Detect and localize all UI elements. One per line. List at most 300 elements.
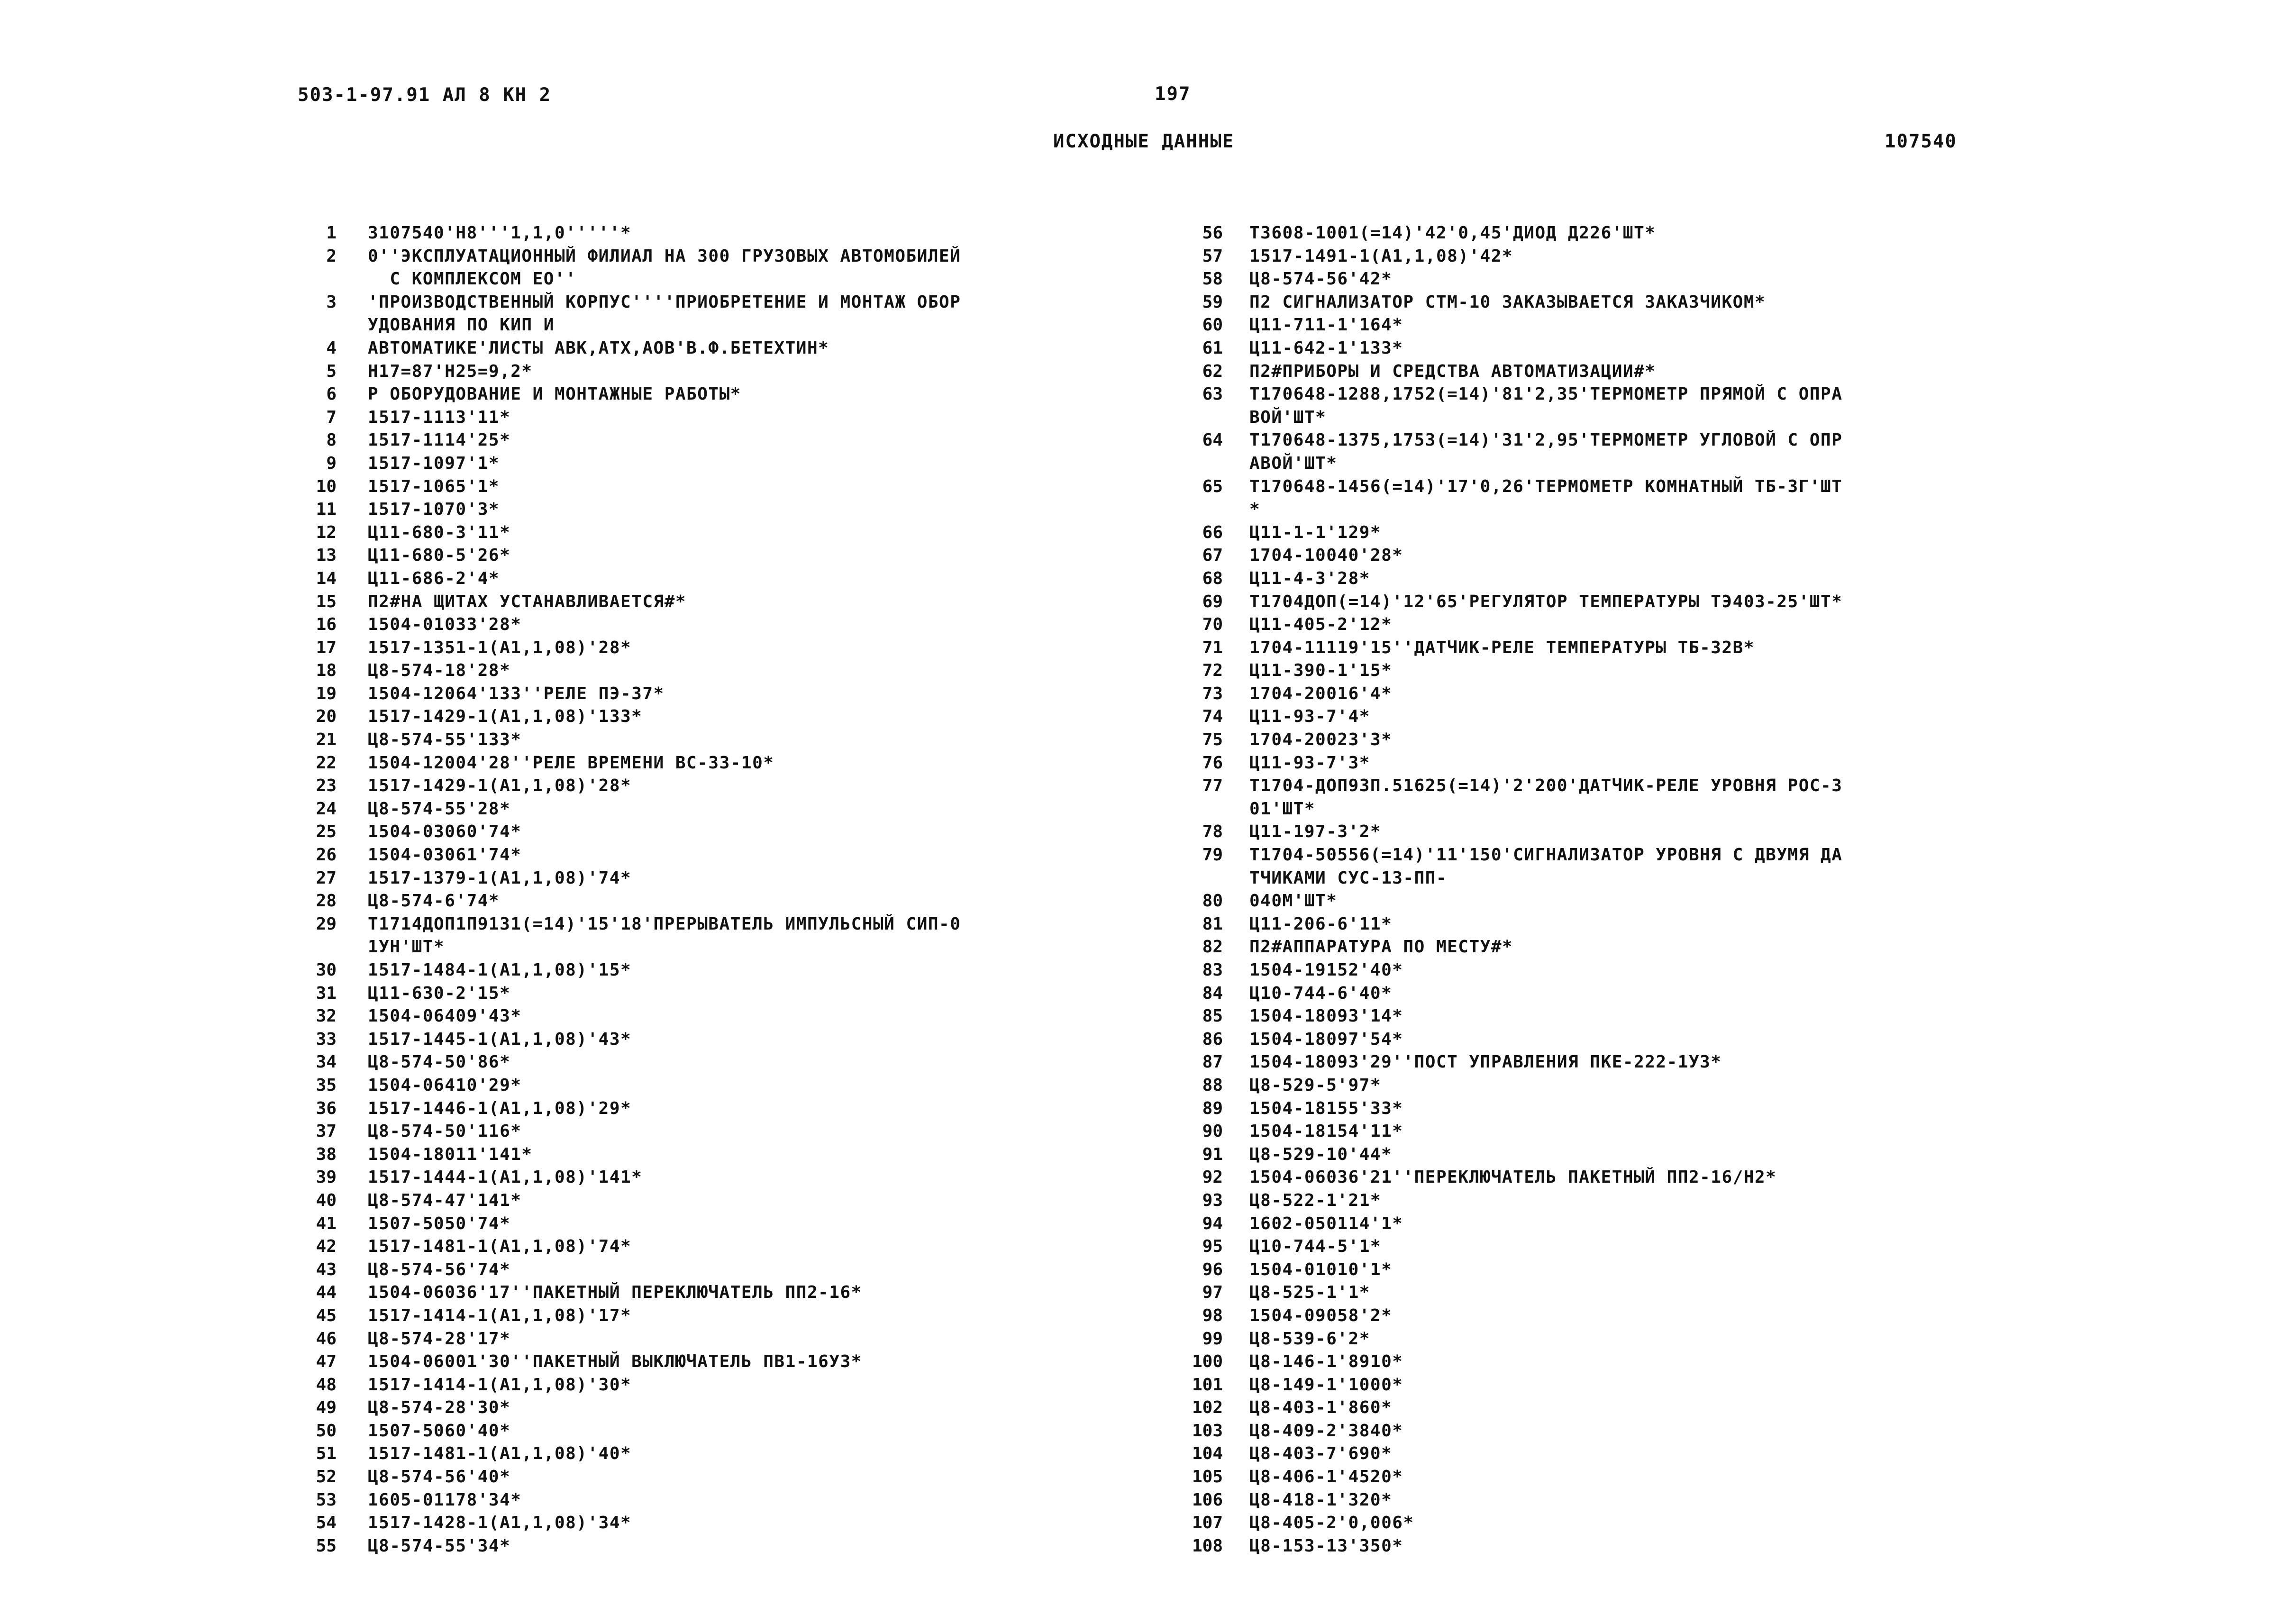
listing-line (303, 452, 1157, 475)
listing-line (303, 959, 1157, 982)
listing-line (1175, 1489, 2067, 1512)
line-number: 2 (326, 246, 337, 266)
line-number: 74 (1202, 707, 1223, 727)
listing-line (1175, 1259, 2067, 1282)
line-text: 1517-1481-1(А1,1,08)'74* (368, 1237, 632, 1257)
line-text: Т170648-1288,1752(=14)'81'2,35'ТЕРМОМЕТР ПРЯМОЙ С ОПРА (1249, 384, 1843, 404)
line-number: 70 (1202, 615, 1223, 635)
line-text: Ц8-574-50'116* (368, 1122, 522, 1141)
listing-line (303, 1489, 1157, 1512)
listing-line (303, 1005, 1157, 1028)
line-number: 13 (316, 546, 337, 566)
line-number: 72 (1202, 661, 1223, 681)
line-number: 81 (1202, 914, 1223, 934)
listing-line (303, 1281, 1157, 1305)
listing-line (303, 1328, 1157, 1351)
line-number: 19 (316, 684, 337, 703)
listing-line (303, 1420, 1157, 1443)
line-text: 1517-1065'1* (368, 476, 500, 496)
listing-line (303, 1097, 1157, 1121)
line-number: 79 (1202, 845, 1223, 865)
line-number (303, 936, 337, 959)
line-number: 83 (1202, 960, 1223, 980)
listing-line (303, 429, 1157, 452)
listing-line (1175, 844, 2067, 867)
line-text: Ц11-642-1'133* (1249, 338, 1403, 358)
line-number: 82 (1202, 937, 1223, 957)
line-text: 1602-050114'1* (1249, 1213, 1403, 1233)
line-text: 1504-09058'2* (1249, 1305, 1393, 1325)
listing-line (303, 844, 1157, 867)
line-text: Ц8-418-1'320* (1249, 1490, 1393, 1510)
line-number: 12 (316, 522, 337, 542)
line-text: Ц11-711-1'164* (1249, 315, 1403, 335)
line-number: 104 (1192, 1444, 1223, 1464)
line-text: Ц11-197-3'2* (1249, 822, 1382, 842)
line-number: 92 (1202, 1168, 1223, 1187)
listing-line (1175, 1442, 2067, 1466)
line-number: 42 (316, 1237, 337, 1257)
line-text: 1504-03061'74* (368, 845, 522, 865)
line-number: 48 (316, 1375, 337, 1395)
line-text: Т1704-50556(=14)'11'150'СИГНАЛИЗАТОР УРОВНЯ С ДВУМЯ ДА (1249, 845, 1843, 865)
listing-line (1175, 360, 2067, 383)
listing-line (303, 1466, 1157, 1489)
line-text: Ц10-744-5'1* (1249, 1237, 1382, 1257)
line-text: Ц11-686-2'4* (368, 568, 500, 588)
listing-line (303, 1051, 1157, 1074)
line-text: С КОМПЛЕКСОМ ЕО'' (368, 269, 577, 289)
line-text: 1517-1481-1(А1,1,08)'40* (368, 1444, 632, 1464)
line-text: 1704-20016'4* (1249, 684, 1393, 703)
line-text: П2#НА ЩИТАХ УСТАНАВЛИВАЕТСЯ#* (368, 592, 687, 611)
listing-line (303, 498, 1157, 521)
listing-line (303, 1396, 1157, 1420)
line-number: 71 (1202, 638, 1223, 657)
line-text: ТЧИКАМИ СУС-13-ПП- (1249, 868, 1448, 888)
line-number: 98 (1202, 1305, 1223, 1325)
listing-line (1175, 1535, 2067, 1558)
line-number: 9 (326, 453, 337, 473)
line-text: 1517-1491-1(А1,1,08)'42* (1249, 246, 1513, 266)
line-number: 55 (316, 1536, 337, 1556)
line-number: 77 (1202, 776, 1223, 796)
line-text: Ц11-206-6'11* (1249, 914, 1393, 934)
line-text: 1517-1114'25* (368, 430, 511, 450)
line-number: 41 (316, 1213, 337, 1233)
line-text: Ц8-574-55'28* (368, 799, 511, 819)
line-text: УДОВАНИЯ ПО КИП И (368, 315, 555, 335)
listing-line (303, 1535, 1157, 1558)
listing-line (303, 821, 1157, 844)
line-number: 38 (316, 1144, 337, 1164)
line-text: Ц11-93-7'3* (1249, 753, 1370, 773)
line-number: 25 (316, 822, 337, 842)
line-number: 78 (1202, 822, 1223, 842)
listing-line (303, 1442, 1157, 1466)
line-number: 96 (1202, 1259, 1223, 1279)
listing-line (1175, 982, 2067, 1005)
line-text: 1504-18154'11* (1249, 1122, 1403, 1141)
line-number: 107 (1192, 1513, 1223, 1533)
line-number: 18 (316, 661, 337, 681)
listing-line (303, 291, 1157, 314)
line-number: 100 (1192, 1352, 1223, 1372)
listing-line (1175, 613, 2067, 637)
line-text: Т1704-ДОП93П.51625(=14)'2'200'ДАТЧИК-РЕЛЕ УРОВНЯ РОС-3 (1249, 776, 1843, 796)
line-number: 99 (1202, 1329, 1223, 1349)
line-number: 4 (326, 338, 337, 358)
line-number: 65 (1202, 476, 1223, 496)
listing-line (1175, 268, 2067, 291)
line-number: 24 (316, 799, 337, 819)
line-number: 39 (316, 1168, 337, 1187)
line-number: 80 (1202, 891, 1223, 911)
line-text: 1504-18011'141* (368, 1144, 533, 1164)
listing-line (1175, 452, 2067, 475)
listing-line (303, 1143, 1157, 1167)
listing-line (303, 1235, 1157, 1259)
listing-line (1175, 521, 2067, 545)
line-text: Ц8-153-13'350* (1249, 1536, 1403, 1556)
line-text: Ц8-574-28'17* (368, 1329, 511, 1349)
line-number (1175, 406, 1223, 429)
listing-line (303, 775, 1157, 798)
line-number (303, 268, 337, 291)
line-number: 51 (316, 1444, 337, 1464)
line-number: 37 (316, 1122, 337, 1141)
listing-line (303, 544, 1157, 567)
line-text: Ц8-574-47'141* (368, 1190, 522, 1210)
listing-line (1175, 821, 2067, 844)
line-text: Ц11-1-1'129* (1249, 522, 1382, 542)
line-text: 1517-1379-1(А1,1,08)'74* (368, 868, 632, 888)
line-text: 1504-06036'21''ПЕРЕКЛЮЧАТЕЛЬ ПАКЕТНЫЙ ПП2-16/Н2* (1249, 1168, 1777, 1187)
listing-line (1175, 1512, 2067, 1535)
line-text: Ц8-529-10'44* (1249, 1144, 1393, 1164)
line-number (1175, 798, 1223, 821)
line-number: 106 (1192, 1490, 1223, 1510)
listing-line (1175, 637, 2067, 660)
line-number: 5 (326, 361, 337, 381)
line-text: 1517-1429-1(А1,1,08)'133* (368, 707, 643, 727)
line-number: 21 (316, 730, 337, 750)
document-code: 503-1-97.91 АЛ 8 КН 2 (298, 84, 552, 106)
line-text: 1517-1414-1(А1,1,08)'17* (368, 1305, 632, 1325)
listing-line (1175, 798, 2067, 821)
line-number: 34 (316, 1052, 337, 1072)
listing-line (1175, 1420, 2067, 1443)
line-number: 36 (316, 1098, 337, 1118)
listing-line (1175, 337, 2067, 360)
line-text: Ц8-574-50'86* (368, 1052, 511, 1072)
document-id: 107540 (1885, 131, 1957, 152)
listing-line (303, 752, 1157, 775)
line-number (303, 314, 337, 337)
listing-line (303, 1350, 1157, 1374)
line-text: 1517-1444-1(А1,1,08)'141* (368, 1168, 643, 1187)
line-number (1175, 867, 1223, 890)
line-text: АВОЙ'ШТ* (1249, 453, 1338, 473)
line-number: 89 (1202, 1098, 1223, 1118)
line-number: 27 (316, 868, 337, 888)
listing-line (1175, 1189, 2067, 1213)
line-text: Ц8-146-1'8910* (1249, 1352, 1403, 1372)
listing-line (1175, 1143, 2067, 1167)
line-number: 88 (1202, 1075, 1223, 1095)
listing-line (1175, 1074, 2067, 1097)
line-text: 1504-18093'29''ПОСТ УПРАВЛЕНИЯ ПКЕ-222-1У3* (1249, 1052, 1722, 1072)
line-number: 64 (1202, 430, 1223, 450)
line-number: 32 (316, 1006, 337, 1026)
line-number: 67 (1202, 546, 1223, 566)
line-number: 94 (1202, 1213, 1223, 1233)
listing-line (303, 406, 1157, 429)
line-number: 54 (316, 1513, 337, 1533)
line-text: Ц11-680-5'26* (368, 546, 511, 566)
line-text: Ц11-390-1'15* (1249, 661, 1393, 681)
line-number: 49 (316, 1398, 337, 1418)
line-number: 59 (1202, 292, 1223, 312)
listing-line (303, 798, 1157, 821)
line-number: 76 (1202, 753, 1223, 773)
line-text: 1507-5050'74* (368, 1213, 511, 1233)
listing-line (1175, 1120, 2067, 1143)
line-text: Ц8-405-2'0,006* (1249, 1513, 1414, 1533)
line-text: Ц8-574-56'74* (368, 1259, 511, 1279)
listing-line (1175, 705, 2067, 729)
line-text: Н17=87'Н25=9,2* (368, 361, 533, 381)
line-text: 1605-01178'34* (368, 1490, 522, 1510)
line-text: 1517-1446-1(А1,1,08)'29* (368, 1098, 632, 1118)
line-number: 1 (326, 223, 337, 243)
listing-line (303, 659, 1157, 683)
line-text: 1704-10040'28* (1249, 546, 1403, 566)
line-text: Т1704ДОП(=14)'12'65'РЕГУЛЯТОР ТЕМПЕРАТУРЫ ТЭ403-25'ШТ* (1249, 592, 1843, 611)
line-text: 1504-06410'29* (368, 1075, 522, 1095)
line-text: Ц8-574-28'30* (368, 1398, 511, 1418)
line-number: 20 (316, 707, 337, 727)
listing-line (303, 222, 1157, 245)
line-number: 28 (316, 891, 337, 911)
listing-line (303, 475, 1157, 499)
listing-line (1175, 683, 2067, 706)
listing-line (1175, 1350, 2067, 1374)
line-text: 1504-18155'33* (1249, 1098, 1403, 1118)
line-text: 1УН'ШТ* (368, 937, 445, 957)
line-text: Ц8-406-1'4520* (1249, 1467, 1403, 1487)
line-number: 85 (1202, 1006, 1223, 1026)
listing-line (303, 383, 1157, 406)
line-text: 1504-18097'54* (1249, 1029, 1403, 1049)
listing-line (1175, 1097, 2067, 1121)
listing-line (1175, 314, 2067, 337)
listing-line (1175, 567, 2067, 591)
listing-line (303, 521, 1157, 545)
line-text: Ц8-403-1'860* (1249, 1398, 1393, 1418)
section-title: ИСХОДНЫЕ ДАННЫЕ (1053, 131, 1235, 152)
line-text: * (1249, 500, 1261, 520)
listing-line (1175, 1281, 2067, 1305)
line-number: 69 (1202, 592, 1223, 611)
line-number: 31 (316, 983, 337, 1003)
line-text: 1504-03060'74* (368, 822, 522, 842)
line-text: 1507-5060'40* (368, 1421, 511, 1441)
line-text: Ц8-574-55'34* (368, 1536, 511, 1556)
listing-line (303, 245, 1157, 268)
line-text: Т170648-1456(=14)'17'0,26'ТЕРМОМЕТР КОМНАТНЫЙ ТБ-3Г'ШТ (1249, 476, 1843, 496)
line-text: Ц8-574-18'28* (368, 661, 511, 681)
line-number: 23 (316, 776, 337, 796)
line-text: Р ОБОРУДОВАНИЕ И МОНТАЖНЫЕ РАБОТЫ* (368, 384, 741, 404)
line-number: 68 (1202, 568, 1223, 588)
listing-line (1175, 498, 2067, 521)
line-number: 17 (316, 638, 337, 657)
line-text: 1517-1113'11* (368, 407, 511, 427)
line-number: 22 (316, 753, 337, 773)
line-text: 1704-11119'15''ДАТЧИК-РЕЛЕ ТЕМПЕРАТУРЫ ТБ-32В* (1249, 638, 1755, 657)
listing-line (303, 337, 1157, 360)
line-text: 1504-19152'40* (1249, 960, 1403, 980)
listing-line (1175, 544, 2067, 567)
listing-line (303, 567, 1157, 591)
line-text: 1504-01010'1* (1249, 1259, 1393, 1279)
line-number: 46 (316, 1329, 337, 1349)
line-number: 63 (1202, 384, 1223, 404)
page-number: 197 (1155, 83, 1191, 105)
listing-line (1175, 406, 2067, 429)
listing-right-column (1175, 222, 2067, 1558)
listing-line (1175, 1166, 2067, 1189)
line-number: 58 (1202, 269, 1223, 289)
line-text: Т3608-1001(=14)'42'0,45'ДИОД Д226'ШТ* (1249, 223, 1656, 243)
line-text: 1517-1070'3* (368, 500, 500, 520)
line-number: 44 (316, 1283, 337, 1303)
line-number: 29 (316, 914, 337, 934)
line-number: 95 (1202, 1237, 1223, 1257)
line-text: 1517-1429-1(А1,1,08)'28* (368, 776, 632, 796)
line-number: 57 (1202, 246, 1223, 266)
listing-line (303, 1028, 1157, 1051)
line-text: Ц11-680-3'11* (368, 522, 511, 542)
line-text: 1504-12064'133''РЕЛЕ ПЭ-37* (368, 684, 665, 703)
line-text: Т1714ДОП1П9131(=14)'15'18'ПРЕРЫВАТЕЛЬ ИМПУЛЬСНЫЙ СИП-0 (368, 914, 961, 934)
line-number: 90 (1202, 1122, 1223, 1141)
listing-line (1175, 1466, 2067, 1489)
line-number: 43 (316, 1259, 337, 1279)
listing-line (303, 1120, 1157, 1143)
line-text: 1517-1428-1(А1,1,08)'34* (368, 1513, 632, 1533)
line-text: Ц8-574-56'42* (1249, 269, 1393, 289)
listing-line (1175, 429, 2067, 452)
listing-line (303, 1305, 1157, 1328)
listing-line (1175, 959, 2067, 982)
line-number: 14 (316, 568, 337, 588)
listing-line (303, 591, 1157, 614)
listing-left-column (303, 222, 1157, 1558)
listing-line (303, 268, 1157, 291)
listing-line (1175, 936, 2067, 959)
line-text: П2#АППАРАТУРА ПО МЕСТУ#* (1249, 937, 1513, 957)
listing-line (303, 705, 1157, 729)
line-number: 16 (316, 615, 337, 635)
listing-line (303, 360, 1157, 383)
line-text: 1504-06036'17''ПАКЕТНЫЙ ПЕРЕКЛЮЧАТЕЛЬ ПП2-16* (368, 1283, 862, 1303)
listing-line (1175, 1213, 2067, 1236)
listing-line (1175, 890, 2067, 913)
listing-line (1175, 659, 2067, 683)
line-number: 103 (1192, 1421, 1223, 1441)
listing-line (1175, 1028, 2067, 1051)
line-text: Ц11-4-3'28* (1249, 568, 1370, 588)
line-text: Т170648-1375,1753(=14)'31'2,95'ТЕРМОМЕТР УГЛОВОЙ С ОПР (1249, 430, 1843, 450)
line-text: 1504-18093'14* (1249, 1006, 1403, 1026)
line-number: 8 (326, 430, 337, 450)
line-number (1175, 452, 1223, 475)
line-number: 10 (316, 476, 337, 496)
listing-line (1175, 729, 2067, 752)
line-text: 1517-1484-1(А1,1,08)'15* (368, 960, 632, 980)
line-text: Ц11-405-2'12* (1249, 615, 1393, 635)
line-text: 3107540'Н8'''1,1,0'''''* (368, 223, 632, 243)
line-number: 26 (316, 845, 337, 865)
line-text: Ц8-525-1'1* (1249, 1283, 1370, 1303)
listing-line (1175, 1005, 2067, 1028)
line-number: 6 (326, 384, 337, 404)
line-number: 87 (1202, 1052, 1223, 1072)
line-text: 'ПРОИЗВОДСТВЕННЫЙ КОРПУС''''ПРИОБРЕТЕНИЕ И МОНТАЖ ОБОР (368, 292, 961, 312)
line-number: 91 (1202, 1144, 1223, 1164)
listing-line (1175, 1396, 2067, 1420)
line-number: 73 (1202, 684, 1223, 703)
line-number: 61 (1202, 338, 1223, 358)
line-number: 45 (316, 1305, 337, 1325)
line-number: 108 (1192, 1536, 1223, 1556)
listing-line (303, 729, 1157, 752)
line-text: 1504-06409'43* (368, 1006, 522, 1026)
listing-line (1175, 775, 2067, 798)
line-number: 60 (1202, 315, 1223, 335)
listing-line (1175, 591, 2067, 614)
line-number: 50 (316, 1421, 337, 1441)
line-number: 3 (326, 292, 337, 312)
line-text: Ц8-574-6'74* (368, 891, 500, 911)
line-number: 53 (316, 1490, 337, 1510)
line-text: АВТОМАТИКЕ'ЛИСТЫ АВК,АТХ,АОВ'В.Ф.БЕТЕХТИН* (368, 338, 829, 358)
listing-line (303, 1213, 1157, 1236)
listing-line (303, 637, 1157, 660)
listing-line (303, 683, 1157, 706)
line-text: Ц8-403-7'690* (1249, 1444, 1393, 1464)
line-text: Ц10-744-6'40* (1249, 983, 1393, 1003)
line-number: 84 (1202, 983, 1223, 1003)
line-number (1175, 498, 1223, 521)
line-text: П2#ПРИБОРЫ И СРЕДСТВА АВТОМАТИЗАЦИИ#* (1249, 361, 1656, 381)
line-number: 47 (316, 1352, 337, 1372)
listing-line (303, 982, 1157, 1005)
line-text: Ц8-409-2'3840* (1249, 1421, 1403, 1441)
listing-line (303, 314, 1157, 337)
line-text: Ц8-574-55'133* (368, 730, 522, 750)
listing-line (303, 867, 1157, 890)
line-number: 86 (1202, 1029, 1223, 1049)
line-text: Ц8-522-1'21* (1249, 1190, 1382, 1210)
line-number: 15 (316, 592, 337, 611)
listing-line (1175, 913, 2067, 936)
listing-line (303, 1374, 1157, 1397)
line-text: 1517-1097'1* (368, 453, 500, 473)
line-text: 1504-01033'28* (368, 615, 522, 635)
